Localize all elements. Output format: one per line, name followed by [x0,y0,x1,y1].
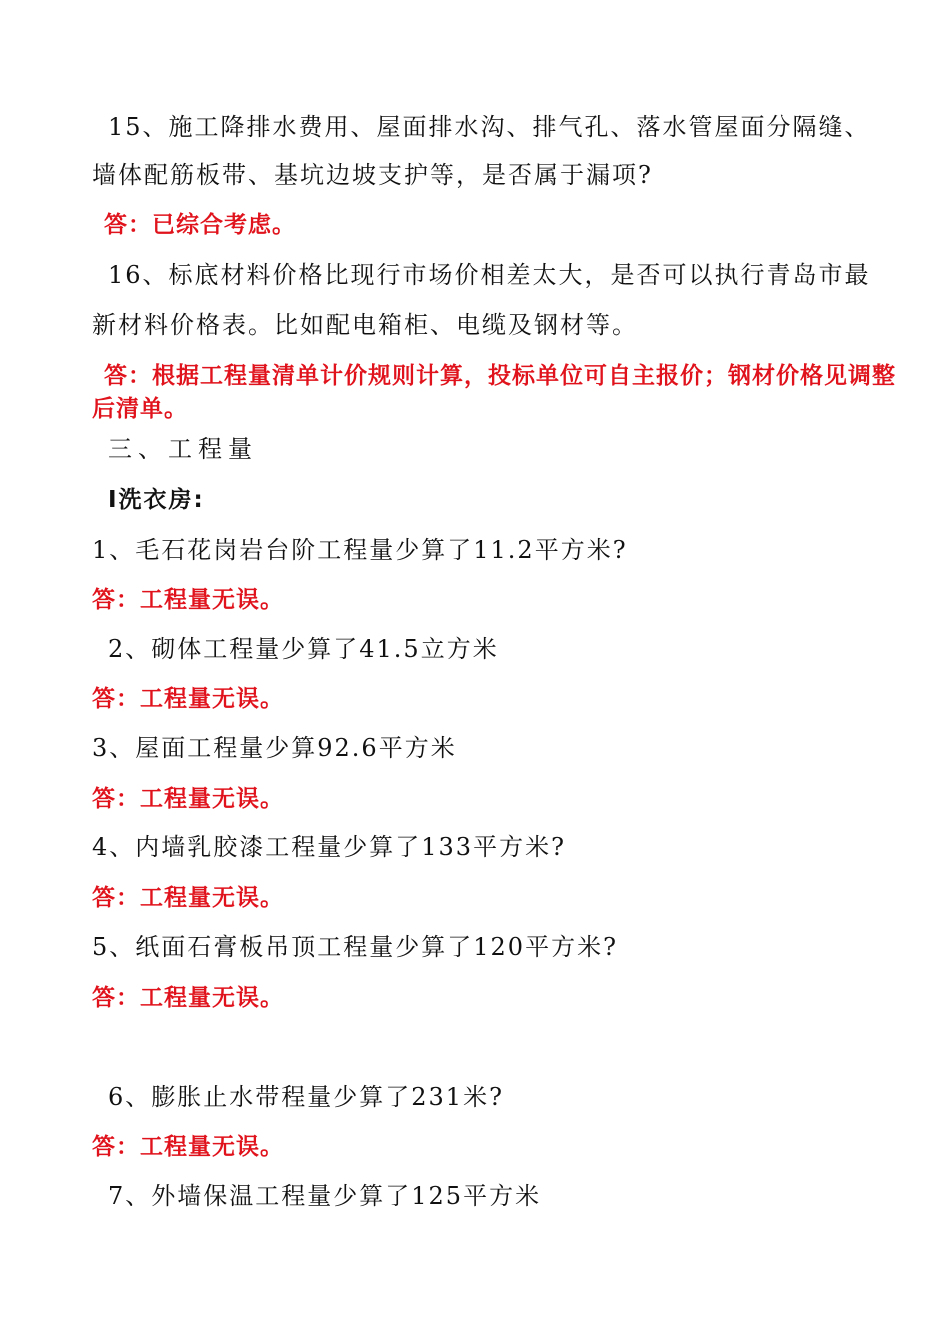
question-2: 2、砌体工程量少算了41.5立方米 [108,635,499,663]
answer-6: 答：工程量无误。 [92,1134,284,1160]
question-1: 1、毛石花岗岩台阶工程量少算了11.2平方米? [92,536,628,564]
question-16-line-2: 新材料价格表。比如配电箱柜、电缆及钢材等。 [92,311,638,339]
answer-1: 答：工程量无误。 [92,587,284,613]
answer-5: 答：工程量无误。 [92,985,284,1011]
question-6: 6、膨胀止水带程量少算了231米? [108,1083,504,1111]
subsection-heading: I洗衣房: [108,487,205,513]
answer-16-line-2: 后清单。 [92,396,188,422]
answer-3: 答：工程量无误。 [92,786,284,812]
question-16-line-1: 16、标底材料价格比现行市场价相差太大，是否可以执行青岛市最 [108,261,871,289]
question-15-line-2: 墙体配筋板带、基坑边坡支护等，是否属于漏项? [92,161,653,189]
question-15-line-1: 15、施工降排水费用、屋面排水沟、排气孔、落水管屋面分隔缝、 [108,113,871,141]
answer-16-line-1: 答：根据工程量清单计价规则计算，投标单位可自主报价；钢材价格见调整 [104,363,896,389]
question-4: 4、内墙乳胶漆工程量少算了133平方米? [92,833,566,861]
question-3: 3、屋面工程量少算92.6平方米 [92,734,457,762]
answer-15: 答：已综合考虑。 [104,212,296,238]
answer-2: 答：工程量无误。 [92,686,284,712]
question-7: 7、外墙保温工程量少算了125平方米 [108,1182,542,1210]
question-5: 5、纸面石膏板吊顶工程量少算了120平方米? [92,933,618,961]
answer-4: 答：工程量无误。 [92,885,284,911]
section-heading: 三、工程量 [108,435,258,463]
